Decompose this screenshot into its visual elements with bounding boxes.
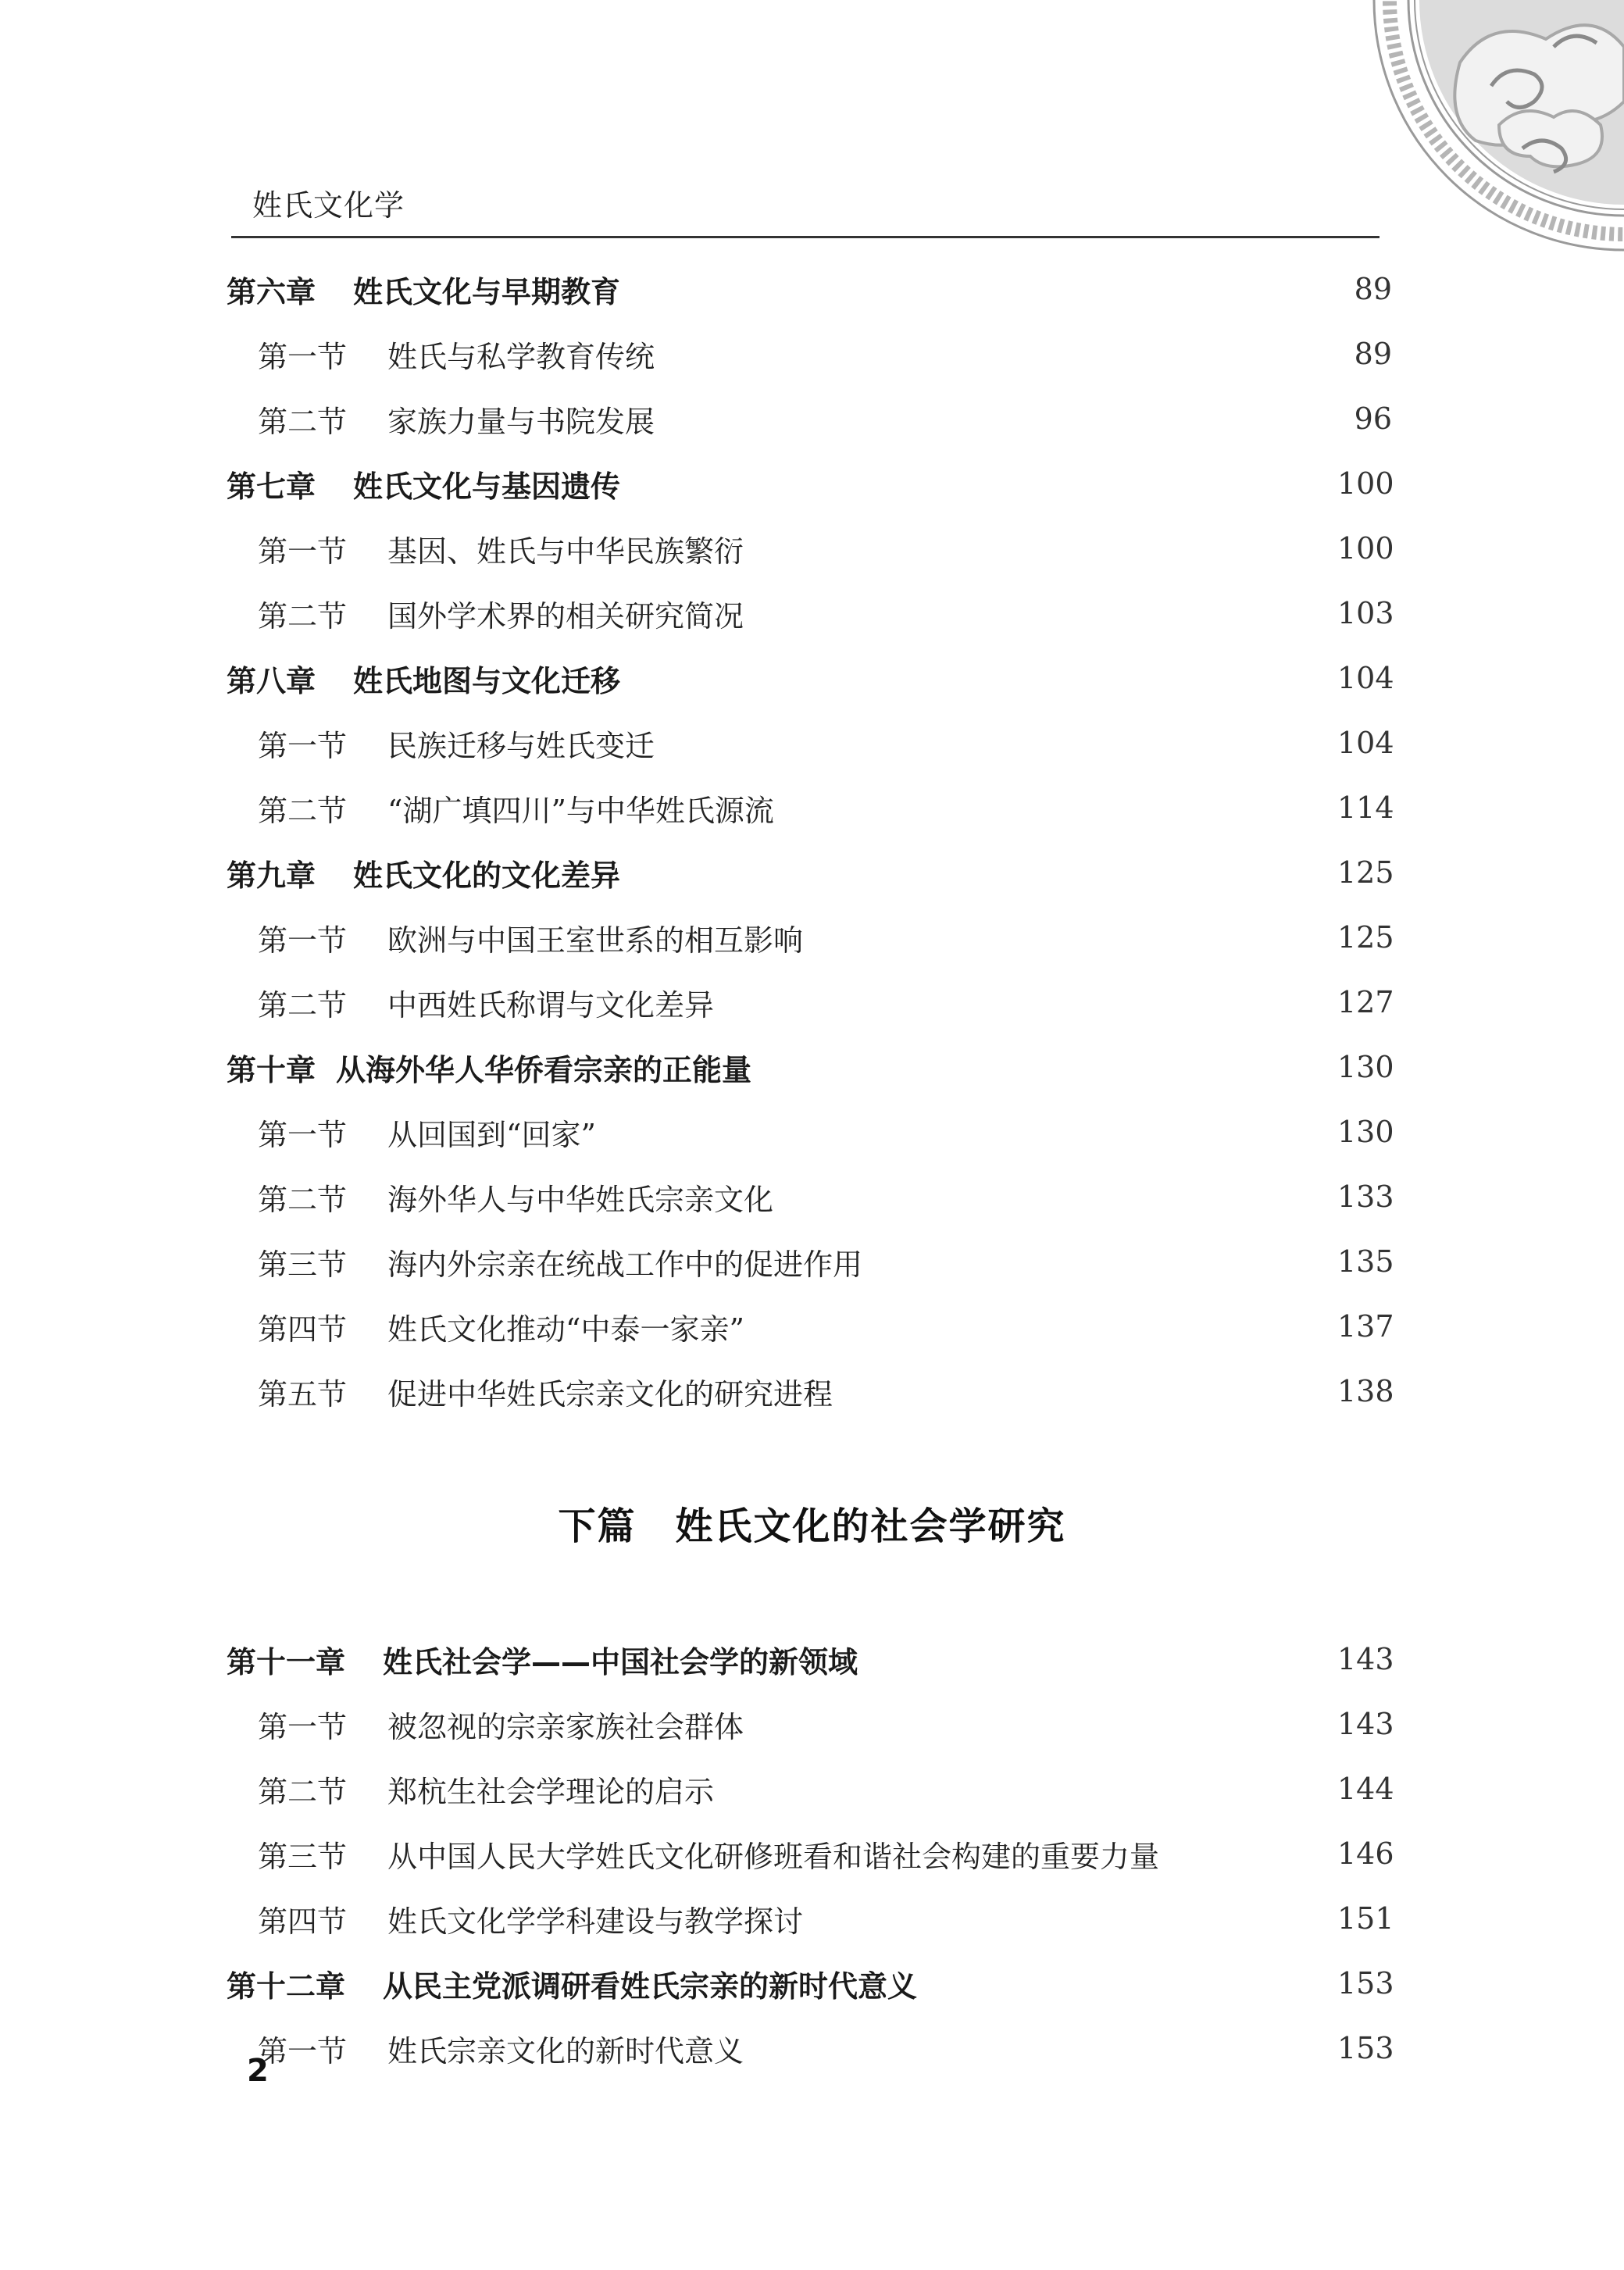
section-title: 从回国到“回家” xyxy=(387,1117,596,1152)
leader-dots xyxy=(634,266,1323,312)
chapter-label: 第七章 xyxy=(227,469,316,504)
leader-dots xyxy=(758,2025,1323,2072)
page-number: 2 xyxy=(247,2053,269,2089)
section-label: 第一节 xyxy=(258,923,348,958)
chapter-title: 姓氏文化的文化差异 xyxy=(353,858,621,893)
section-title: 被忽视的宗亲家族社会群体 xyxy=(387,1709,744,1744)
section-title: 欧洲与中国王室世系的相互影响 xyxy=(387,923,804,958)
section-title: 民族迁移与姓氏变迁 xyxy=(387,728,655,763)
toc-section[interactable] xyxy=(0,1830,1624,1877)
toc-section[interactable] xyxy=(0,784,1624,831)
section-title: 姓氏文化学学科建设与教学探讨 xyxy=(387,1904,804,1939)
toc-chapter-11[interactable] xyxy=(0,1636,1624,1683)
toc-chapter-6[interactable] xyxy=(0,266,1624,312)
toc-chapter-7[interactable] xyxy=(0,460,1624,507)
section-label: 第二节 xyxy=(258,987,348,1023)
section-label: 第二节 xyxy=(258,1774,348,1809)
chapter-label: 第十二章 xyxy=(227,1968,346,2004)
page-ref: 127 xyxy=(1337,985,1394,1019)
toc-section[interactable] xyxy=(0,1368,1624,1415)
page-ref: 89 xyxy=(1354,272,1392,306)
section-label: 第二节 xyxy=(258,598,348,634)
page-ref: 103 xyxy=(1337,596,1394,630)
page-ref: 144 xyxy=(1337,1772,1394,1806)
leader-dots xyxy=(610,1108,1323,1155)
section-title: 姓氏与私学教育传统 xyxy=(387,339,655,374)
section-label: 第二节 xyxy=(258,404,348,439)
toc-section[interactable] xyxy=(0,330,1624,377)
toc-section[interactable] xyxy=(0,1238,1624,1285)
section-title: 郑杭生社会学理论的启示 xyxy=(387,1774,715,1809)
page-ref: 130 xyxy=(1337,1115,1394,1149)
chapter-title: 姓氏地图与文化迁移 xyxy=(353,663,621,698)
section-title: 从中国人民大学姓氏文化研修班看和谐社会构建的重要力量 xyxy=(387,1839,1160,1874)
page-ref: 153 xyxy=(1337,1966,1394,2001)
page-ref: 135 xyxy=(1337,1244,1394,1279)
chapter-label: 第八章 xyxy=(227,663,316,698)
toc-section[interactable] xyxy=(0,525,1624,572)
leader-dots xyxy=(931,1960,1323,2007)
leader-dots xyxy=(728,1765,1323,1812)
leader-dots xyxy=(669,719,1323,766)
section-label: 第二节 xyxy=(258,1182,348,1217)
section-title: 海内外宗亲在统战工作中的促进作用 xyxy=(387,1247,863,1282)
leader-dots xyxy=(876,1238,1323,1285)
leader-dots xyxy=(634,849,1323,896)
leader-dots xyxy=(788,784,1323,831)
section-title: 家族力量与书院发展 xyxy=(387,404,655,439)
section-label: 第二节 xyxy=(258,793,348,828)
section-title: 中西姓氏称谓与文化差异 xyxy=(387,987,715,1023)
toc-chapter-8[interactable] xyxy=(0,655,1624,701)
section-label: 第一节 xyxy=(258,1117,348,1152)
toc-section[interactable] xyxy=(0,1895,1624,1942)
section-title: 国外学术界的相关研究简况 xyxy=(387,598,744,634)
toc-section[interactable] xyxy=(0,2025,1624,2072)
section-label: 第一节 xyxy=(258,534,348,569)
leader-dots xyxy=(872,1636,1323,1683)
chapter-title: 姓氏社会学——中国社会学的新领域 xyxy=(383,1644,858,1679)
toc-section[interactable] xyxy=(0,1108,1624,1155)
section-label: 第三节 xyxy=(258,1839,348,1874)
toc-chapter-12[interactable] xyxy=(0,1960,1624,2007)
toc-section[interactable] xyxy=(0,1765,1624,1812)
section-label: 第四节 xyxy=(258,1904,348,1939)
leader-dots xyxy=(1173,1830,1323,1877)
section-label: 第一节 xyxy=(258,728,348,763)
toc-section[interactable] xyxy=(0,719,1624,766)
leader-dots xyxy=(847,1368,1323,1415)
page-ref: 104 xyxy=(1337,726,1394,760)
page-ref: 114 xyxy=(1337,791,1394,825)
section-title: “湖广填四川”与中华姓氏源流 xyxy=(387,793,774,828)
section-title: 姓氏文化推动“中泰一家亲” xyxy=(387,1312,744,1347)
running-head: 姓氏文化学 xyxy=(252,188,405,223)
toc-section[interactable] xyxy=(0,1303,1624,1350)
page-ref: 137 xyxy=(1337,1309,1394,1344)
toc-section[interactable] xyxy=(0,395,1624,442)
page-ref: 125 xyxy=(1337,855,1394,890)
leader-dots xyxy=(766,1044,1323,1090)
page-ref: 89 xyxy=(1354,337,1392,371)
leader-dots xyxy=(634,655,1323,701)
leader-dots xyxy=(758,525,1323,572)
page-ref: 100 xyxy=(1337,531,1394,566)
page-ref: 153 xyxy=(1337,2031,1394,2065)
leader-dots xyxy=(758,1701,1323,1747)
page-ref: 143 xyxy=(1337,1642,1394,1676)
chapter-title: 从民主党派调研看姓氏宗亲的新时代意义 xyxy=(383,1968,918,2004)
chapter-title: 姓氏文化与早期教育 xyxy=(353,274,621,309)
page-ref: 104 xyxy=(1337,661,1394,695)
leader-dots xyxy=(669,330,1323,377)
chapter-label: 第十章 xyxy=(227,1052,316,1087)
leader-dots xyxy=(817,914,1323,961)
toc-section[interactable] xyxy=(0,1701,1624,1747)
toc-chapter-10[interactable] xyxy=(0,1044,1624,1090)
page-ref: 143 xyxy=(1337,1707,1394,1741)
page-ref: 151 xyxy=(1337,1901,1394,1936)
chapter-label: 第六章 xyxy=(227,274,316,309)
leader-dots xyxy=(758,1303,1323,1350)
chapter-label: 第十一章 xyxy=(227,1644,346,1679)
part-label: 下篇 xyxy=(558,1504,637,1548)
leader-dots xyxy=(669,395,1323,442)
section-label: 第一节 xyxy=(258,1709,348,1744)
toc-section[interactable] xyxy=(0,1173,1624,1220)
part-title: 姓氏文化的社会学研究 xyxy=(675,1504,1066,1548)
section-label: 第五节 xyxy=(258,1376,348,1412)
section-title: 海外华人与中华姓氏宗亲文化 xyxy=(387,1182,774,1217)
chapter-title: 从海外华人华侨看宗亲的正能量 xyxy=(336,1052,752,1087)
section-label: 第一节 xyxy=(258,339,348,374)
toc-section[interactable] xyxy=(0,590,1624,637)
page-ref: 130 xyxy=(1337,1050,1394,1084)
toc-section[interactable] xyxy=(0,979,1624,1026)
leader-dots xyxy=(817,1895,1323,1942)
leader-dots xyxy=(758,590,1323,637)
page-ref: 133 xyxy=(1337,1180,1394,1214)
section-title: 姓氏宗亲文化的新时代意义 xyxy=(387,2033,744,2068)
section-label: 第一节 xyxy=(258,2033,348,2068)
section-title: 基因、姓氏与中华民族繁衍 xyxy=(387,534,744,569)
leader-dots xyxy=(787,1173,1323,1220)
chapter-label: 第九章 xyxy=(227,858,316,893)
leader-dots xyxy=(634,460,1323,507)
page-ref: 96 xyxy=(1354,402,1392,436)
toc-section[interactable] xyxy=(0,914,1624,961)
section-label: 第三节 xyxy=(258,1247,348,1282)
chapter-title: 姓氏文化与基因遗传 xyxy=(353,469,621,504)
toc-chapter-9[interactable] xyxy=(0,849,1624,896)
section-title: 促进中华姓氏宗亲文化的研究进程 xyxy=(387,1376,833,1412)
page-ref: 100 xyxy=(1337,466,1394,501)
part-heading xyxy=(0,1496,1624,1550)
page-ref: 125 xyxy=(1337,920,1394,955)
page-ref: 146 xyxy=(1337,1836,1394,1871)
section-label: 第四节 xyxy=(258,1312,348,1347)
leader-dots xyxy=(728,979,1323,1026)
page-ref: 138 xyxy=(1337,1374,1394,1408)
